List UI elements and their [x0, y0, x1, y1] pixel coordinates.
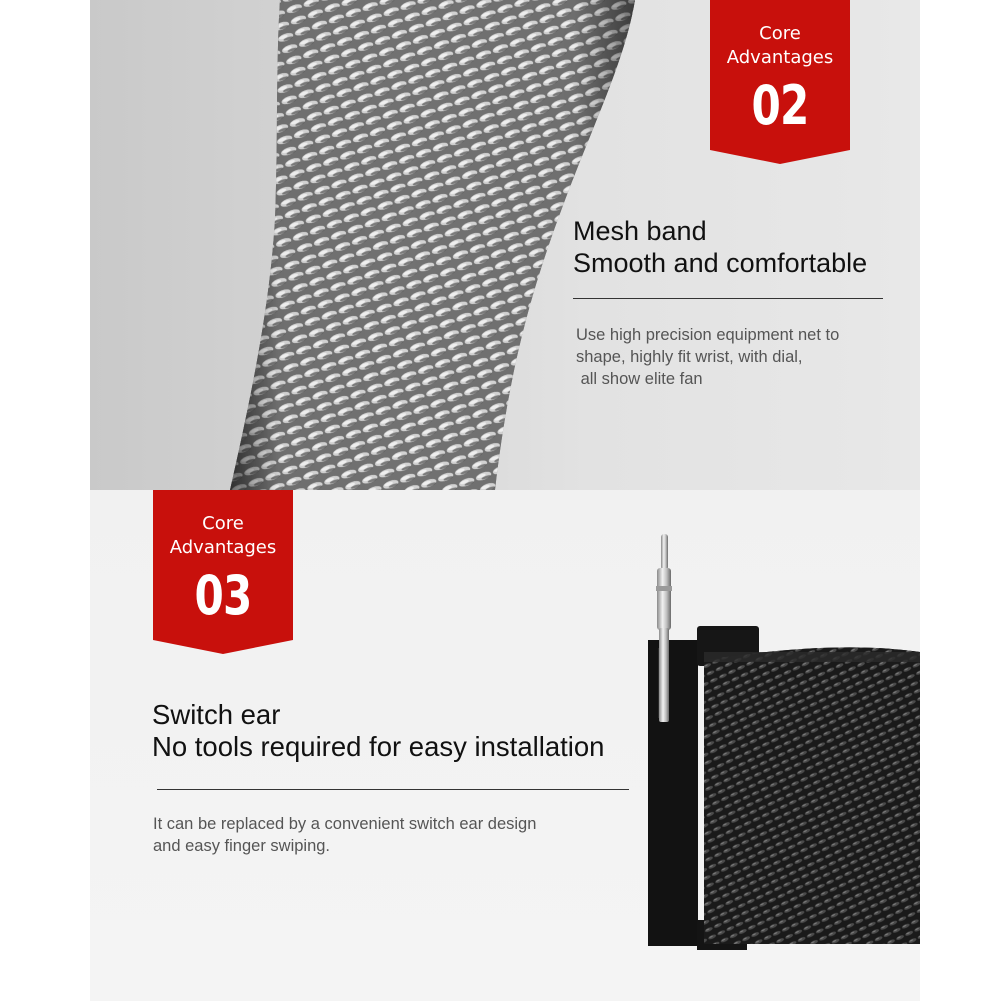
- mesh-description-line: all show elite fan: [576, 370, 703, 388]
- switch-ear-divider: [157, 789, 629, 790]
- badge-label-line2: Advantages: [726, 47, 834, 68]
- badge-label: [153, 490, 293, 560]
- badge-label-line1: Core: [759, 23, 801, 44]
- switch-ear-description-line: and easy finger swiping.: [153, 837, 331, 855]
- mesh-description: [576, 324, 839, 390]
- badge-label: [710, 0, 850, 70]
- switch-ear-heading-line1: Switch ear: [152, 699, 281, 730]
- switch-ear-heading: [152, 699, 604, 763]
- badge-label-line1: Core: [202, 513, 244, 534]
- core-advantages-badge-02: [710, 0, 850, 164]
- core-advantages-badge-03: [153, 490, 293, 654]
- mesh-heading-line1: Mesh band: [573, 216, 707, 246]
- mesh-heading: [573, 215, 867, 279]
- switch-ear-description-line: It can be replaced by a convenient switch ear design: [153, 815, 537, 833]
- badge-number: 02: [751, 74, 809, 137]
- badge-label-line2: Advantages: [169, 537, 277, 558]
- switch-ear-description: [153, 813, 536, 857]
- mesh-description-line: shape, highly fit wrist, with dial,: [576, 348, 803, 366]
- mesh-heading-line2: Smooth and comfortable: [573, 248, 868, 278]
- mesh-divider: [573, 298, 883, 299]
- mesh-description-line: Use high precision equipment net to: [576, 326, 840, 344]
- switch-ear-heading-line2: No tools required for easy installation: [152, 731, 605, 762]
- badge-number: 03: [194, 564, 252, 627]
